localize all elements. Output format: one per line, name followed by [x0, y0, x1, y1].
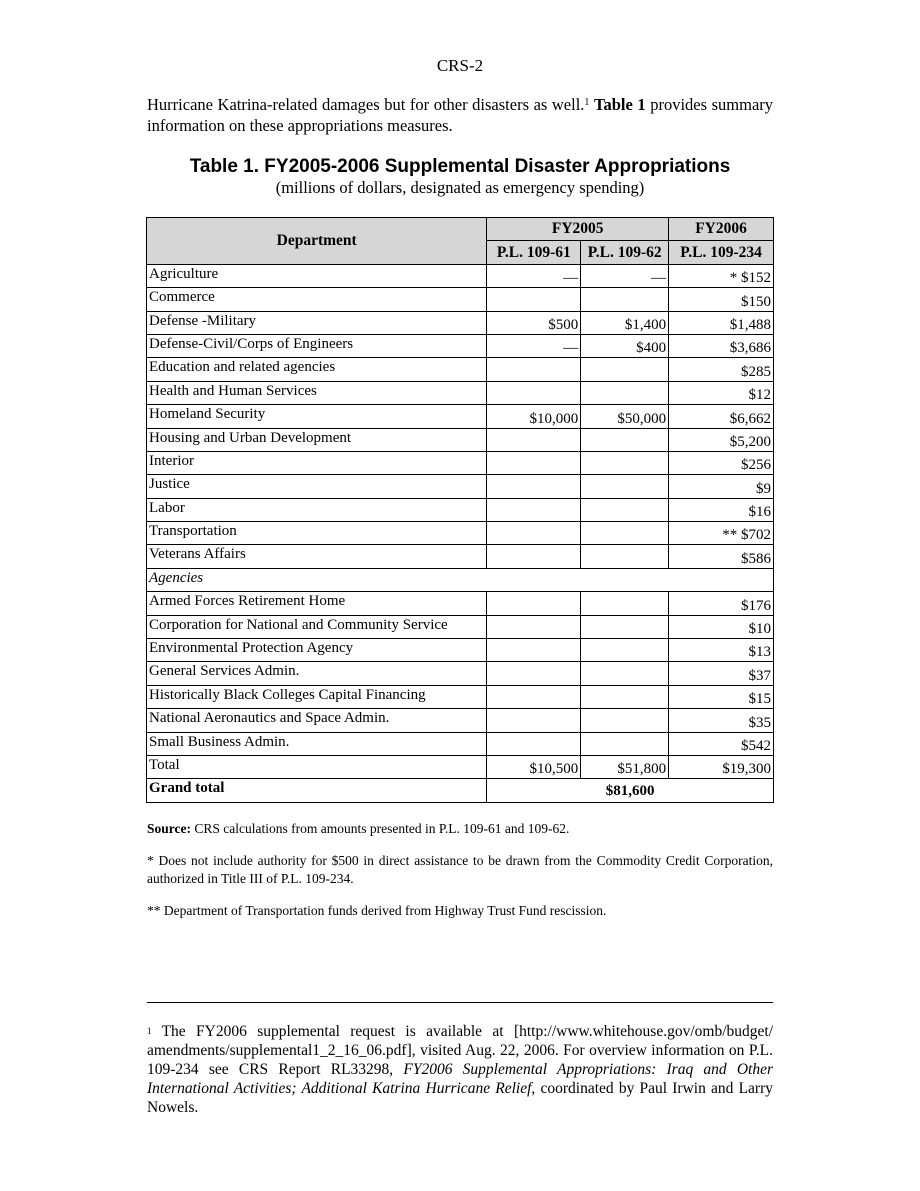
- department-name: Labor: [147, 498, 487, 521]
- department-row: [147, 381, 774, 404]
- agency-name: Environmental Protection Agency: [147, 639, 487, 662]
- agency-pl-109-62: [581, 732, 669, 755]
- department-pl-109-234: ** $702: [669, 522, 774, 545]
- department-pl-109-234: $256: [669, 451, 774, 474]
- department-pl-109-61: [487, 475, 581, 498]
- department-name: Homeland Security: [147, 405, 487, 428]
- department-pl-109-234: $586: [669, 545, 774, 568]
- totals-section: [147, 755, 774, 802]
- agency-pl-109-61: [487, 592, 581, 615]
- department-pl-109-62: [581, 475, 669, 498]
- department-pl-109-61: [487, 288, 581, 311]
- department-name: Agriculture: [147, 264, 487, 287]
- department-pl-109-62: [581, 358, 669, 381]
- department-pl-109-234: * $152: [669, 264, 774, 287]
- agency-name: National Aeronautics and Space Admin.: [147, 709, 487, 732]
- footnote-reference: 1: [584, 97, 590, 108]
- agencies-label: Agencies: [147, 568, 774, 591]
- department-pl-109-61: [487, 498, 581, 521]
- appropriations-table: [146, 217, 774, 803]
- department-name: Health and Human Services: [147, 381, 487, 404]
- intro-text-after: provides summary information on these appropriations measures.: [147, 95, 774, 135]
- agency-pl-109-234: $176: [669, 592, 774, 615]
- agency-row: [147, 592, 774, 615]
- agency-rows: [147, 592, 774, 756]
- agency-row: [147, 662, 774, 685]
- agency-pl-109-61: [487, 709, 581, 732]
- department-name: Commerce: [147, 288, 487, 311]
- header-pl-109-234: P.L. 109-234: [669, 241, 774, 264]
- agency-pl-109-62: [581, 639, 669, 662]
- department-pl-109-62: $400: [581, 334, 669, 357]
- source-note: [147, 820, 773, 838]
- agency-pl-109-234: $13: [669, 639, 774, 662]
- department-pl-109-61: $10,000: [487, 405, 581, 428]
- agency-pl-109-62: [581, 592, 669, 615]
- agency-pl-109-234: $35: [669, 709, 774, 732]
- note-transportation: ** Department of Transportation funds derived from Highway Trust Fund rescission.: [147, 903, 607, 918]
- agency-pl-109-62: [581, 615, 669, 638]
- department-row: [147, 498, 774, 521]
- agency-name: Historically Black Colleges Capital Financing: [147, 685, 487, 708]
- department-row: [147, 358, 774, 381]
- agency-row: [147, 709, 774, 732]
- department-pl-109-61: [487, 358, 581, 381]
- header-department: Department: [147, 218, 487, 265]
- agency-pl-109-61: [487, 639, 581, 662]
- department-pl-109-61: [487, 451, 581, 474]
- source-text: CRS calculations from amounts presented in P.L. 109-61 and 109-62.: [191, 821, 570, 836]
- department-name: Housing and Urban Development: [147, 428, 487, 451]
- department-pl-109-61: [487, 545, 581, 568]
- source-label: Source:: [147, 821, 191, 836]
- grand-total-row: [147, 779, 774, 802]
- footnote: [147, 1022, 773, 1117]
- department-row: [147, 311, 774, 334]
- department-name: Defense -Military: [147, 311, 487, 334]
- department-row: [147, 475, 774, 498]
- department-row: [147, 428, 774, 451]
- header-fy2006: FY2006: [669, 218, 774, 241]
- department-pl-109-61: [487, 381, 581, 404]
- department-pl-109-61: [487, 522, 581, 545]
- agency-name: Armed Forces Retirement Home: [147, 592, 487, 615]
- department-name: Transportation: [147, 522, 487, 545]
- department-pl-109-234: $150: [669, 288, 774, 311]
- agency-pl-109-62: [581, 662, 669, 685]
- table-reference: Table 1: [594, 95, 646, 114]
- page-number-header: CRS-2: [436, 56, 484, 75]
- footnote-divider: [147, 1002, 773, 1003]
- agency-pl-109-234: $10: [669, 615, 774, 638]
- department-row: [147, 451, 774, 474]
- department-name: Veterans Affairs: [147, 545, 487, 568]
- department-row: [147, 334, 774, 357]
- agency-name: General Services Admin.: [147, 662, 487, 685]
- department-name: Defense-Civil/Corps of Engineers: [147, 334, 487, 357]
- agency-row: [147, 685, 774, 708]
- department-pl-109-62: [581, 288, 669, 311]
- agency-pl-109-234: $542: [669, 732, 774, 755]
- department-row: [147, 405, 774, 428]
- department-row: [147, 545, 774, 568]
- department-name: Justice: [147, 475, 487, 498]
- agencies-row: [147, 568, 774, 591]
- agency-row: [147, 615, 774, 638]
- header-fy2005: FY2005: [487, 218, 669, 241]
- footnote-text: The FY2006 supplemental request is available at [http://www.whitehouse.gov/omb/budget/ amendments/supplemental1_2_16_06.pdf], visited Aug. 22, 2006. For overview information on P.L. 109-234 see CRS Report RL33298,: [147, 1023, 773, 1078]
- grand-total-label: Grand total: [147, 779, 487, 802]
- agency-pl-109-61: [487, 685, 581, 708]
- department-pl-109-62: $1,400: [581, 311, 669, 334]
- agency-row: [147, 639, 774, 662]
- department-pl-109-61: —: [487, 264, 581, 287]
- header-pl-109-61: P.L. 109-61: [487, 241, 581, 264]
- department-pl-109-62: [581, 545, 669, 568]
- department-pl-109-234: $285: [669, 358, 774, 381]
- agency-name: Small Business Admin.: [147, 732, 487, 755]
- grand-total-value: $81,600: [487, 779, 774, 802]
- department-pl-109-62: —: [581, 264, 669, 287]
- intro-text: Hurricane Katrina-related damages but for other disasters as well.: [147, 95, 585, 114]
- agency-name: Corporation for National and Community Service: [147, 615, 487, 638]
- footnote-marker: 1: [147, 1026, 152, 1036]
- agency-pl-109-61: [487, 662, 581, 685]
- total-pl-109-62: $51,800: [581, 755, 669, 778]
- total-pl-109-234: $19,300: [669, 755, 774, 778]
- department-pl-109-234: $5,200: [669, 428, 774, 451]
- agencies-section: [147, 568, 774, 591]
- department-row: [147, 522, 774, 545]
- header-pl-109-62: P.L. 109-62: [581, 241, 669, 264]
- department-rows: [147, 264, 774, 568]
- department-pl-109-62: $50,000: [581, 405, 669, 428]
- department-pl-109-234: $1,488: [669, 311, 774, 334]
- total-label: Total: [147, 755, 487, 778]
- department-name: Interior: [147, 451, 487, 474]
- department-pl-109-62: [581, 451, 669, 474]
- department-pl-109-61: [487, 428, 581, 451]
- department-row: [147, 288, 774, 311]
- table-subtitle: (millions of dollars, designated as emergency spending): [275, 178, 645, 197]
- department-pl-109-62: [581, 381, 669, 404]
- department-pl-109-234: $12: [669, 381, 774, 404]
- department-row: [147, 264, 774, 287]
- department-pl-109-61: $500: [487, 311, 581, 334]
- department-name: Education and related agencies: [147, 358, 487, 381]
- agency-pl-109-62: [581, 709, 669, 732]
- table-title: Table 1. FY2005-2006 Supplemental Disaster Appropriations: [189, 156, 731, 177]
- department-pl-109-62: [581, 522, 669, 545]
- note-agriculture: * Does not include authority for $500 in direct assistance to be drawn from the Commodity Credit Corporation, authorized in Title III of P.L. 109-234.: [147, 853, 773, 886]
- department-pl-109-61: —: [487, 334, 581, 357]
- intro-paragraph: [147, 94, 773, 136]
- footnote-report-title: FY2006 Supplemental Appropriations: Iraq and Other International Activities; Additional Katrina Hurricane Relief: [147, 1061, 774, 1097]
- agency-pl-109-234: $15: [669, 685, 774, 708]
- agency-pl-109-61: [487, 732, 581, 755]
- total-row: [147, 755, 774, 778]
- agency-pl-109-61: [487, 615, 581, 638]
- table-notes: [147, 820, 773, 934]
- department-pl-109-234: $16: [669, 498, 774, 521]
- department-pl-109-234: $3,686: [669, 334, 774, 357]
- department-pl-109-62: [581, 498, 669, 521]
- department-pl-109-62: [581, 428, 669, 451]
- agency-row: [147, 732, 774, 755]
- agency-pl-109-62: [581, 685, 669, 708]
- agency-pl-109-234: $37: [669, 662, 774, 685]
- footnote-text-after: , coordinated by Paul Irwin and Larry Nowels.: [147, 1080, 773, 1116]
- department-pl-109-234: $6,662: [669, 405, 774, 428]
- total-pl-109-61: $10,500: [487, 755, 581, 778]
- department-pl-109-234: $9: [669, 475, 774, 498]
